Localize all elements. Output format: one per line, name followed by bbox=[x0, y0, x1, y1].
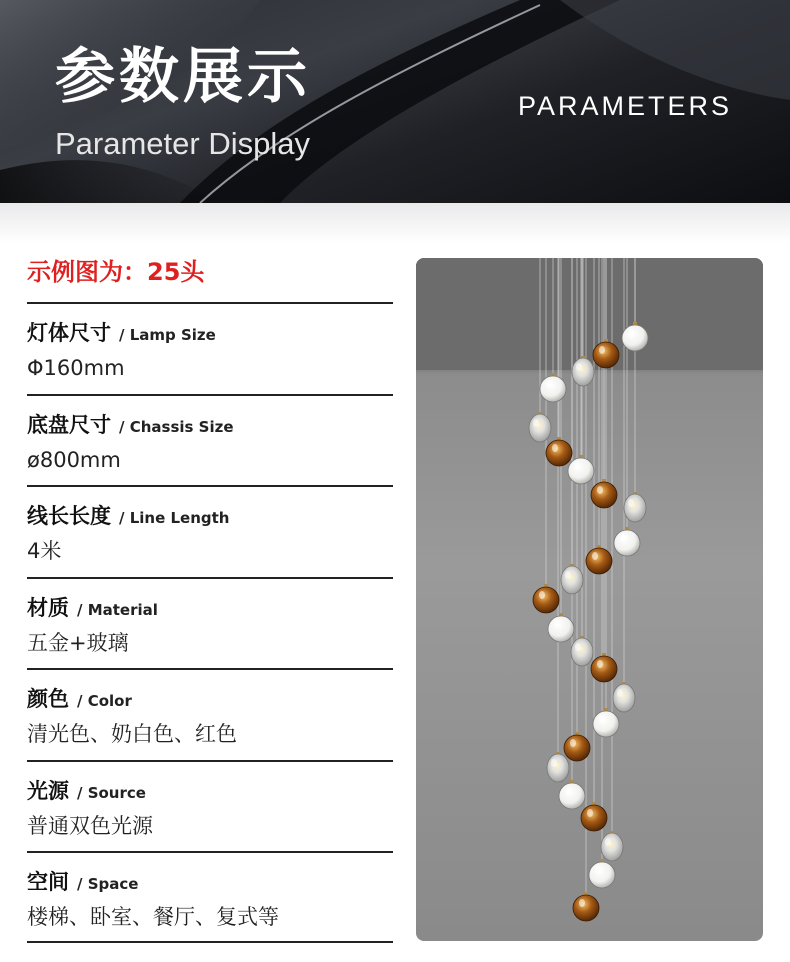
spec-name-cn: 灯体尺寸 bbox=[27, 321, 111, 345]
spec-value: Φ160mm bbox=[27, 356, 125, 380]
spec-name-en: / Line Length bbox=[119, 509, 230, 527]
amber-globe bbox=[586, 545, 612, 574]
spec-name-en: / Space bbox=[77, 875, 139, 893]
white-globe bbox=[589, 859, 615, 888]
spec-list bbox=[27, 302, 393, 943]
spec-name-en: / Color bbox=[77, 692, 132, 710]
white-globe bbox=[593, 708, 619, 737]
white-globe bbox=[540, 373, 566, 402]
clear-globe bbox=[529, 412, 551, 442]
pendant-globes bbox=[529, 322, 648, 921]
spec-label bbox=[27, 501, 229, 533]
amber-globe bbox=[581, 802, 607, 831]
spec-label bbox=[27, 867, 138, 899]
spec-name-cn: 空间 bbox=[27, 870, 69, 894]
spec-label bbox=[27, 684, 132, 716]
spec-row-source bbox=[27, 760, 393, 852]
clear-globe bbox=[547, 752, 569, 782]
amber-globe bbox=[573, 892, 599, 921]
amber-globe bbox=[591, 653, 617, 682]
spec-row-lamp-size bbox=[27, 302, 393, 394]
amber-globe bbox=[546, 437, 572, 466]
spec-row-chassis-size bbox=[27, 394, 393, 486]
white-globe bbox=[559, 780, 585, 809]
spec-name-en: / Chassis Size bbox=[119, 417, 234, 436]
spec-value: 五金+玻璃 bbox=[27, 630, 129, 655]
spec-name-en: / Material bbox=[77, 600, 158, 619]
spec-row-material bbox=[27, 577, 393, 669]
clear-globe bbox=[613, 682, 635, 712]
spec-value: 清光色、奶白色、红色 bbox=[27, 722, 237, 746]
white-globe bbox=[548, 613, 574, 642]
spec-name-cn: 颜色 bbox=[27, 687, 69, 711]
spec-value: 普通双色光源 bbox=[27, 813, 153, 838]
header-banner bbox=[0, 0, 790, 203]
spec-row-line-length bbox=[27, 485, 393, 577]
page-title: 参数展示 bbox=[55, 42, 311, 112]
spec-row-space bbox=[27, 851, 393, 943]
white-globe bbox=[614, 527, 640, 556]
spec-label bbox=[27, 318, 216, 350]
spec-name-cn: 材质 bbox=[27, 595, 69, 620]
clear-globe bbox=[561, 564, 583, 594]
spec-name-en: / Source bbox=[77, 783, 146, 802]
banner-fade bbox=[0, 203, 790, 243]
chandelier-illustration bbox=[416, 258, 763, 941]
product-photo bbox=[416, 258, 763, 941]
amber-globe bbox=[591, 479, 617, 508]
ceiling-shadow bbox=[416, 258, 763, 370]
clear-globe bbox=[571, 636, 593, 666]
section-label: PARAMETERS bbox=[518, 91, 733, 121]
spec-name-cn: 光源 bbox=[27, 778, 69, 803]
clear-globe bbox=[601, 831, 623, 861]
spec-label bbox=[27, 410, 234, 442]
example-label: 示例图为：25头 bbox=[27, 258, 205, 286]
spec-value: ø800mm bbox=[27, 447, 121, 472]
spec-row-color bbox=[27, 668, 393, 760]
spec-label bbox=[27, 593, 158, 625]
amber-globe bbox=[533, 584, 559, 613]
spec-name-cn: 线长长度 bbox=[27, 504, 111, 528]
spec-name-en: / Lamp Size bbox=[119, 326, 216, 344]
spec-label bbox=[27, 776, 146, 808]
spec-value: 楼梯、卧室、餐厅、复式等 bbox=[27, 905, 279, 929]
spec-value: 4米 bbox=[27, 539, 62, 563]
spec-name-cn: 底盘尺寸 bbox=[27, 412, 111, 437]
page-subtitle: Parameter Display bbox=[55, 126, 310, 161]
